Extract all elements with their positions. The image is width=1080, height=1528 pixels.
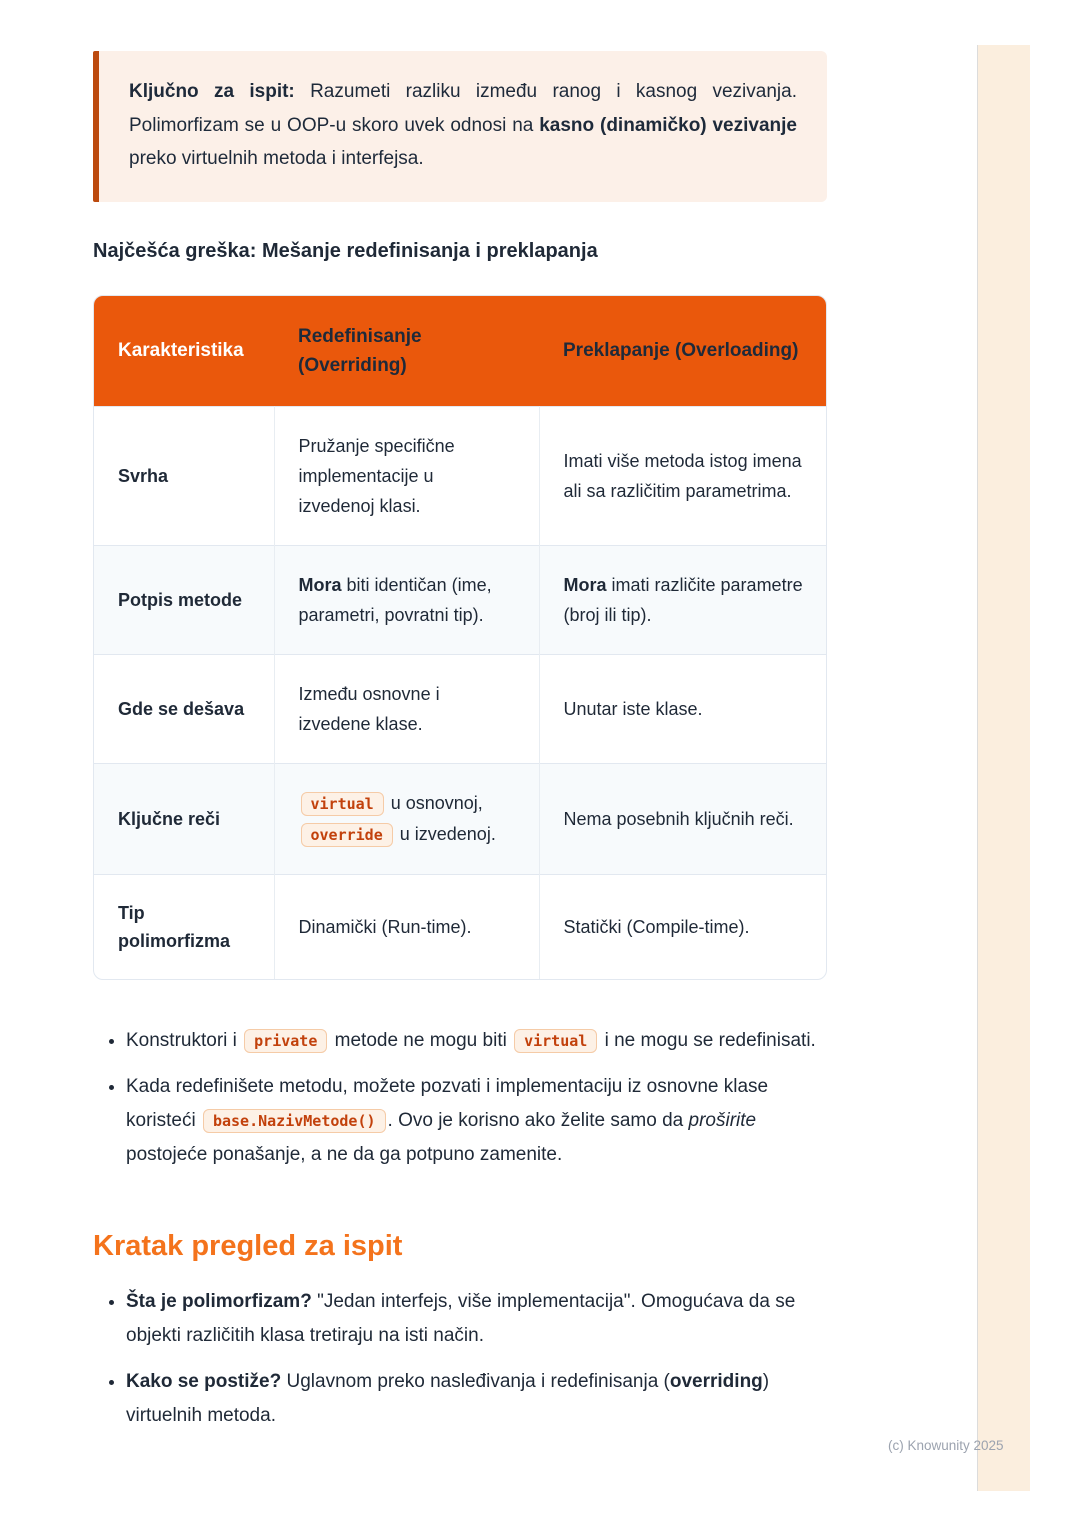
content-area [93,0,827,1445]
table-row [94,407,827,546]
notes-list [93,1024,827,1172]
table-row [94,655,827,764]
row-header: Tip polimorfizma [118,903,231,952]
text: Nema posebnih ključnih reči. [563,809,794,830]
bold-text: Mora [298,575,342,596]
text: Imati više metoda istog imena ali sa različitim parametrima. [563,451,802,502]
bold-text: Ključno za ispit: [129,81,295,102]
text: u osnovnoj, [385,793,483,814]
text: ) virtuelnih metoda. [126,1371,770,1427]
header-redefinisanje: Redefinisanje (Overriding) [274,296,539,407]
text: imati različite parametre (broj ili tip). [563,575,803,626]
bold-text: overriding [669,1371,763,1393]
exam-key-callout [93,51,827,202]
overriding-overloading-table [94,296,827,980]
text: i ne mogu se redefinisati. [599,1030,816,1052]
text: Statički (Compile-time). [563,917,750,938]
text: Između osnovne i izvedene klase. [298,684,440,735]
table-cell [539,546,827,655]
text: Kada redefinišete metodu, možete pozvati i implementaciju iz osnovne klase koristeći [126,1076,769,1132]
text: "Jedan interfejs, više implementacija". Omogućava da se objekti različitih klasa tretiraju na isti način. [126,1291,796,1347]
table-cell [539,407,827,546]
text: preko virtuelnih metoda i interfejsa. [129,148,424,169]
callout-text [129,75,797,176]
text: Dinamički (Run-time). [298,917,472,938]
inline-code: private [244,1029,327,1053]
table-cell [539,875,827,980]
bold-text: kasno (dinamičko) vezivanje [539,114,797,136]
table-header-row [94,296,827,407]
row-header: Gde se dešava [118,699,245,720]
row-header: Potpis metode [118,590,243,611]
text: Razumeti razliku između ranog i kasnog vezivanja. Polimorfizam se u OOP-u skoro uvek odnosi na [129,81,797,136]
text: metode ne mogu biti [329,1030,513,1052]
table-cell [274,655,539,764]
table-cell [274,764,539,875]
list-item [126,1365,827,1433]
table-cell [274,407,539,546]
bold-text: Mora [563,575,607,596]
list-item [126,1024,827,1058]
header-karakteristika: Karakteristika [94,296,274,407]
text: . Ovo je korisno ako želite samo da [387,1110,689,1132]
bold-text: Šta je polimorfizam? [126,1291,312,1313]
table-row [94,875,827,980]
bold-text: Kako se postiže? [126,1371,282,1393]
inline-code: virtual [514,1029,597,1053]
text: postojeće ponašanje, a ne da ga potpuno zamenite. [126,1144,563,1166]
copyright-footer: (c) Knowunity 2025 [888,1438,1004,1453]
inline-code: virtual [301,792,384,816]
italic-text: proširite [688,1110,757,1132]
text: Unutar iste klase. [563,699,703,720]
row-header: Ključne reči [118,809,221,830]
comparison-table-body [94,407,827,980]
text: Konstruktori i [126,1030,243,1052]
table-cell [274,875,539,980]
header-preklapanje: Preklapanje (Overloading) [539,296,827,407]
inline-code: override [301,823,393,847]
text: biti identičan (ime, parametri, povratni tip). [298,575,492,626]
common-mistake-heading: Najčešća greška: Mešanje redefinisanja i preklapanja [93,239,598,262]
text: u izvedenoj. [394,824,496,845]
table-row [94,764,827,875]
table-cell [539,764,827,875]
table-cell [539,655,827,764]
text: Pružanje specifične implementacije u izvedenoj klasi. [298,436,455,517]
list-item [126,1070,827,1172]
summary-list [93,1285,827,1433]
row-header: Svrha [118,466,169,487]
comparison-table [93,295,827,981]
table-row [94,546,827,655]
table-cell [274,546,539,655]
summary-heading: Kratak pregled za ispit [93,1230,403,1263]
text: Uglavnom preko nasleđivanja i redefinisanja ( [281,1371,670,1393]
list-item [126,1285,827,1353]
inline-code: base.NazivMetode() [203,1109,386,1133]
page-edge-strip [977,45,1030,1491]
